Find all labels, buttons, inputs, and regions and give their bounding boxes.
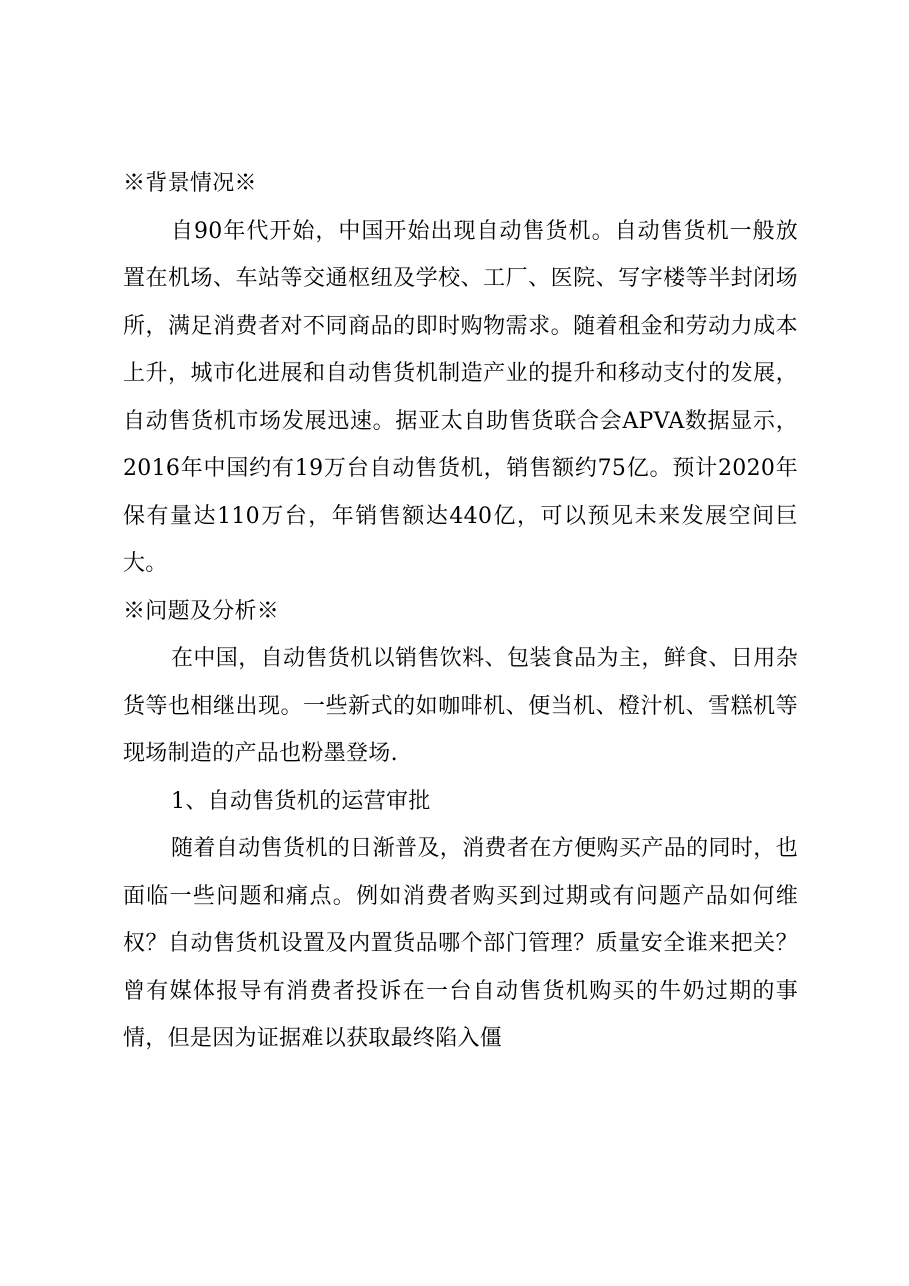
document-body <box>123 160 798 1063</box>
section-heading-problems: ※问题及分析※ <box>123 598 280 624</box>
subsection-heading-approval: 1、自动售货机的运营审批 <box>171 788 431 814</box>
paragraph-background: 自90年代开始，中国开始出现自动售货机。自动售货机一般放置在机场、车站等交通枢纽及学校、工厂、医院、写字楼等半封闭场所，满足消费者对不同商品的即时购物需求。随着租金和劳动力成本上升，城市化进展和自动售货机制造产业的提升和移动支付的发展，自动售货机市场发展迅速。据亚太自助售货联合会APVA数据显示，2016年中国约有19万台自动售货机，销售额约75亿。预计2020年保有量达110万台，年销售额达440亿，可以预见未来发展空间巨大。 <box>123 218 798 576</box>
paragraph-approval: 随着自动售货机的日渐普及，消费者在方便购买产品的同时，也面临一些问题和痛点。例如消费者购买到过期或有问题产品如何维权？自动售货机设置及内置货品哪个部门管理？质量安全谁来把关？曾有媒体报导有消费者投诉在一台自动售货机购买的牛奶过期的事情，但是因为证据难以获取最终陷入僵 <box>123 836 798 1051</box>
paragraph-problems: 在中国，自动售货机以销售饮料、包装食品为主，鲜食、日用杂货等也相继出现。一些新式的如咖啡机、便当机、橙汁机、雪糕机等现场制造的产品也粉墨登场. <box>123 646 798 766</box>
section-heading-background: ※背景情况※ <box>123 171 257 196</box>
